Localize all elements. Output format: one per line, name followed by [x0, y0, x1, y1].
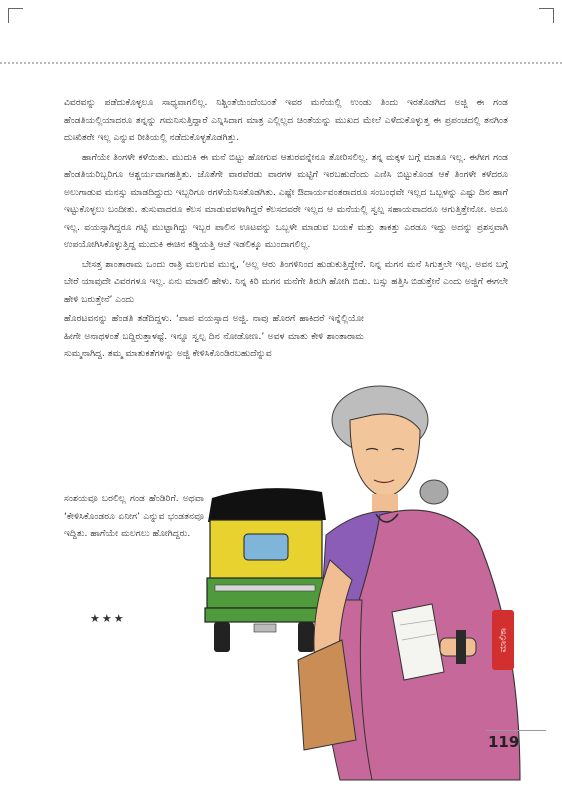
page-number-rule [486, 730, 546, 731]
narrow-text-column: ಸಂಶಯವೂ ಬರಲಿಲ್ಲ ಗಂಡ ಹೆಂಡಿರಿಗೆ. ಅಥವಾ ‘ಕೇಳಿಸಿಕೊಂಡರೂ ಏನೀಗ’ ಎನ್ನುವ ಭಂಡತನವೂ ಇದ್ದಿತು. ಹಾಗೆಯೇ ಮಲಗಲು ಹೋಗಿದ್ದರು. [64, 493, 204, 539]
section-break-stars: ★★★ [90, 612, 126, 625]
autorickshaw-illustration [205, 488, 327, 652]
side-tab-label: ಮಾಲಿಕಾ [498, 627, 509, 653]
old-woman-illustration [298, 386, 520, 780]
paragraph-3 [64, 256, 508, 309]
story-text-block [64, 94, 508, 365]
page-number: 119 [488, 733, 520, 751]
magazine-side-tab [488, 610, 518, 670]
paragraph-4: ಹೊರಟವನನ್ನು ಹೆಂಡತಿ ತಡೆದಿದ್ದಳು. ‘ಪಾಪ ವಯಸ್ಸಾದ ಅಜ್ಜಿ. ನಾವು ಹೊರಗೆ ಹಾಕಿದರೆ ಇನ್ನೆಲ್ಲಿಯೋ ಹೀಗೇ ಅನಾಥಳಂತೆ ಬದ್ದಿರುತ್ತಾಳಷ್ಟೆ. ಇನ್ನೂ ಸ್ವಲ್ಪ ದಿನ ನೋಡೋಣ.’ ಅವಳ ಮಾತು ಕೇಳಿ ಶಾಂತಾರಾಮ ಸುಮ್ಮನಾಗಿದ್ದ. ತಮ್ಮ ಮಾತುಕತೆಗಳನ್ನು ಅಜ್ಜಿ ಕೇಳಿಸಿಕೊಂಡಿರಬಹುದೆನ್ನುವ [64, 313, 364, 359]
paragraph-3-text: ಬೇಸತ್ತ ಶಾಂತಾರಾಮ ಒಂದು ರಾತ್ರಿ ಮಲಗುವ ಮುನ್ನ, ‘ಅಲ್ಲ ಆರು ತಿಂಗಳಿನಿಂದ ಹುಡುಕುತ್ತಿದ್ದೇನೆ. ನಿನ್ನ ಮಗನ ಮನೆ ಸಿಗುತ್ತಲೇ ಇಲ್ಲ. ಅವನ ಬಗ್ಗೆ ಬೇರೆ ಯಾವುದೇ ವಿವರಗಳೂ ಇಲ್ಲ. ಏನು ಮಾಡಲಿ ಹೇಳು. ನಿನ್ನ ಕಿರಿ ಮಗನ ಮನೆಗೇ ತಿರುಗಿ ಹೋಗಿ ಬಿಡು. ಬಸ್ಸು ಹತ್ತಿಸಿ ಬಿಡುತ್ತೇನೆ ಎಂದು ಅಜ್ಜಿಗೆ ಈಗಲೇ ಹೇಳಿ ಬರುತ್ತೇನೆ’ [64, 258, 508, 305]
paragraph-3-end-word: ಎಂದು [115, 293, 135, 305]
paragraph-1: ವಿವರವನ್ನು ಪಡೆದುಕೊಳ್ಳಲೂ ಸಾಧ್ಯವಾಗಲಿಲ್ಲ. ನಿಶ್ಚಿಂತೆಯಿಂದೆಂಬಂತೆ ಇವರ ಮನೆಯಲ್ಲಿ ಉಂಡು ತಿಂದು ಇರತೊಡಗಿದ ಅಜ್ಜಿ ಈ ಗಂಡ ಹೆಂಡತಿಯಲ್ಲಿಯಾದರೂ ತನ್ನನ್ನು ಗಮನಿಸುತ್ತಿದ್ದಾರೆ ಎನ್ನಿಸಿದಾಗ ಮಾತ್ರ ಎಲ್ಲಿಲ್ಲದ ಚಿಂತೆಯನ್ನು ಮುಖದ ಮೇಲೆ ಎಳೆದುಕೊಳ್ಳುತ್ತ ಈ ಪ್ರಪಂಚದಲ್ಲಿ ತನಗಿಂತ ದುಃಖಿತರೇ ಇಲ್ಲ ಎನ್ನುವ ರೀತಿಯಲ್ಲಿ ನಡೆದುಕೊಳ್ಳತೊಡಗಿತ್ತು. [64, 97, 508, 143]
paragraph-2: ಹಾಗೆಯೇ ತಿಂಗಳೇ ಕಳೆಯಿತು. ಮುದುಕಿ ಈ ಮನೆ ಬಿಟ್ಟು ಹೋಗುವ ಆತುರವನ್ನೇನೂ ತೋರಿಸಲಿಲ್ಲ. ತನ್ನ ಮಕ್ಕಳ ಬಗ್ಗೆ ಮಾತೂ ಇಲ್ಲ. ಈಗೀಗ ಗಂಡ ಹೆಂಡತಿಯರಿಬ್ಬರಿಗೂ ಆಶ್ಚರ್ಯವಾಗಹತ್ತಿತು. ಜೊತೆಗೇ ವಾರವೆರಡು ವಾರಗಳ ಮಟ್ಟಿಗೆ ಇರಬಹುದೆಂದು ಎಣಿಸಿ ಬಿಟ್ಟುಕೊಂಡ ಆಕೆ ತಿಂಗಳೇ ಕಳೆದರೂ ಅಲುಗಾಡುವ ಮನಸ್ಸು ಮಾಡದಿದ್ದುದು ಇಬ್ಬರಿಗೂ ರಗಳೆಯೆನಿಸತೊಡಗಿತು. ಎಷ್ಟೇ ಔದಾರ್ಯವಂತರಾದರೂ ಸಂಬಂಧವೇ ಇಲ್ಲದ ಒಬ್ಬಳನ್ನು ಎಷ್ಟು ದಿನ ಹಾಗೆ ಇಟ್ಟುಕೊಳ್ಳಲು ಬಂದೀತು. ತುಸುವಾದರೂ ಕೆಲಸ ಮಾಡುವವಳಾಗಿದ್ದರೆ ಕೆಲಸದವರೇ ಇಲ್ಲದ ಆ ಮನೆಯಲ್ಲಿ ಸ್ವಲ್ಪ ಸಹಾಯವಾದರೂ ಆಗುತ್ತಿತ್ತೇನೋ. ಅದೂ ಇಲ್ಲ. ವಯಸ್ಸಾಗಿದ್ದರೂ ಗಟ್ಟಿ ಮುಟ್ಟಾಗಿದ್ದು ಇಬ್ಬರ ಪಾಲಿನ ಊಟವನ್ನು ಒಬ್ಬಳೇ ಮಾಡುವ ಬಯಕೆ ಮತ್ತು ತಾಕತ್ತು ಎರಡೂ ಇದ್ದು ಅದನ್ನು ಪ್ರಶಸ್ತವಾಗಿ ಉಪಯೋಗಿಸಿಕೊಳ್ಳುತ್ತಿದ್ದ ಮುದುಕಿ ಈಚಿನ ಕಡ್ಡಿಯತ್ತಿ ಆಚೆ ಇಡಲಿಕ್ಕೂ ಮುಂದಾಗಲಿಲ್ಲ. [64, 151, 508, 250]
